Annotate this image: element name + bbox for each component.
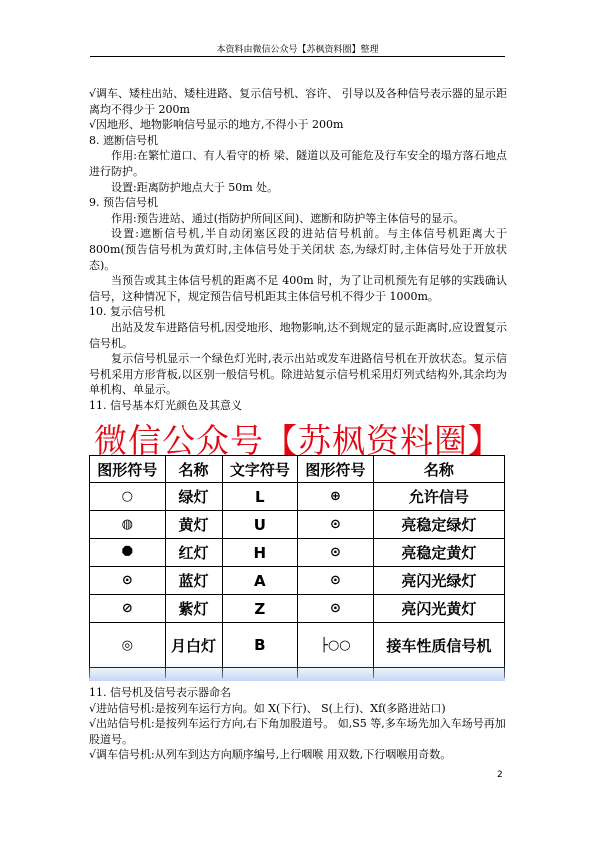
paragraph: √调车、矮柱出站、矮柱进路、复示信号机、容许、 引导以及各种信号表示器的显示距离均不得少于 200m bbox=[89, 87, 507, 116]
name-cell: 允许信号 bbox=[373, 483, 504, 511]
column-header: 文字符号 bbox=[222, 456, 298, 483]
symbol-cell: ⊙ bbox=[298, 511, 374, 539]
name-cell: 亮闪光绿灯 bbox=[373, 567, 504, 595]
name-cell: 紫灯 bbox=[165, 595, 222, 623]
paragraph: √进站信号机:是按列车运行方向。如 X(下行)、 S(上行)、Xf(多路进站口) bbox=[89, 701, 446, 715]
name-cell: 接车性质信号机 bbox=[373, 623, 504, 668]
paragraph: 设置:遮断信号机,半自动闭塞区段的进站信号机前。与主体信号机距离大于800m(预告信号机为黄灯时,主体信号处于关闭状 态,为绿灯时,主体信号处于开放状态)。 bbox=[89, 227, 507, 272]
name-cell: 红灯 bbox=[165, 539, 222, 567]
section-heading: 8. 遮断信号机 bbox=[89, 133, 158, 147]
symbol-cell: ⊘ bbox=[90, 595, 166, 623]
signal-table-image bbox=[89, 455, 505, 678]
table-row bbox=[90, 511, 505, 539]
name-cell: 绿灯 bbox=[165, 483, 222, 511]
column-header: 图形符号 bbox=[298, 456, 374, 483]
paragraph: 出站及发车进路信号机,因受地形、地物影响,达不到规定的显示距离时,应设置复示信号机。 bbox=[89, 320, 507, 350]
paragraph: 复示信号机显示一个绿色灯光时,表示出站或发车进路信号机在开放状态。复示信号机采用方形背板,以区别一般信号机。除进站复示信号机采用灯列式结构外,其余均为单机构、单显示。 bbox=[89, 352, 507, 397]
header-rule bbox=[90, 56, 505, 57]
paragraph: √调车信号机:从列车到达方向顺序编号,上行咽喉 用双数,下行咽喉用奇数。 bbox=[89, 748, 452, 762]
table-row bbox=[90, 567, 505, 595]
table-row bbox=[90, 483, 505, 511]
image-edge-band bbox=[89, 663, 505, 681]
code-cell: L bbox=[222, 483, 298, 511]
column-header: 图形符号 bbox=[90, 456, 166, 483]
column-header: 名称 bbox=[373, 456, 504, 483]
code-cell: Z bbox=[222, 595, 298, 623]
symbol-cell: ⊙ bbox=[298, 539, 374, 567]
symbol-cell: ⊙ bbox=[298, 595, 374, 623]
symbol-cell: ⊙ bbox=[90, 567, 166, 595]
code-cell: B bbox=[222, 623, 298, 668]
paragraph: √因地形、地物影响信号显示的地方,不得小于 200m bbox=[89, 118, 344, 132]
table-row bbox=[90, 595, 505, 623]
symbol-cell: ◍ bbox=[90, 511, 166, 539]
paragraph: 作用:预告进站、通过(指防护所间区间)、遮断和防护等主体信号的显示。 bbox=[111, 211, 465, 225]
paragraph: 设置:距离防护地点大于 50m 处。 bbox=[111, 180, 279, 194]
table-row bbox=[90, 623, 505, 668]
section-heading: 11. 信号基本灯光颜色及其意义 bbox=[89, 398, 242, 412]
section-heading: 11. 信号机及信号表示器命名 bbox=[89, 686, 231, 699]
paragraph: 作用:在繁忙道口、有人看守的桥 梁、隧道以及可能危及行车安全的塌方落石地点进行防护。 bbox=[89, 149, 507, 178]
section-heading: 9. 预告信号机 bbox=[89, 196, 158, 210]
symbol-cell: ◎ bbox=[90, 623, 166, 668]
symbol-cell: ⯃ bbox=[90, 539, 166, 567]
name-cell: 亮稳定黄灯 bbox=[373, 539, 504, 567]
name-cell: 月白灯 bbox=[165, 623, 222, 668]
column-header: 名称 bbox=[165, 456, 222, 483]
symbol-cell: ├○○ bbox=[298, 623, 374, 668]
page-header: 本资料由微信公众号【苏枫资料圈】整理 bbox=[216, 45, 379, 55]
code-cell: A bbox=[222, 567, 298, 595]
signal-table bbox=[89, 455, 505, 678]
paragraph: √出站信号机:是按列车运行方向,右下角加股道号。 如,S5 等,多车场先加入车场号再加股道号。 bbox=[89, 717, 506, 746]
symbol-cell: ○ bbox=[90, 483, 166, 511]
name-cell: 蓝灯 bbox=[165, 567, 222, 595]
name-cell: 黄灯 bbox=[165, 511, 222, 539]
name-cell: 亮闪光黄灯 bbox=[373, 595, 504, 623]
table-row bbox=[90, 539, 505, 567]
page-number: 2 bbox=[497, 770, 503, 780]
paragraph: 当预告或其主体信号机的距离不足 400m 时，为了让司机预先有足够的实践确认信号，这种情况下，规定预告信号机距其主体信号机不得少于 1000m。 bbox=[89, 274, 507, 303]
main-content-continued bbox=[89, 685, 507, 763]
name-cell: 亮稳定绿灯 bbox=[373, 511, 504, 539]
watermark: 微信公众号【苏枫资料圈】 bbox=[94, 421, 502, 460]
symbol-cell: ⊙ bbox=[298, 567, 374, 595]
symbol-cell: ⊕ bbox=[298, 483, 374, 511]
section-heading: 10. 复示信号机 bbox=[89, 305, 165, 319]
main-content bbox=[89, 86, 507, 413]
code-cell: H bbox=[222, 539, 298, 567]
code-cell: U bbox=[222, 511, 298, 539]
